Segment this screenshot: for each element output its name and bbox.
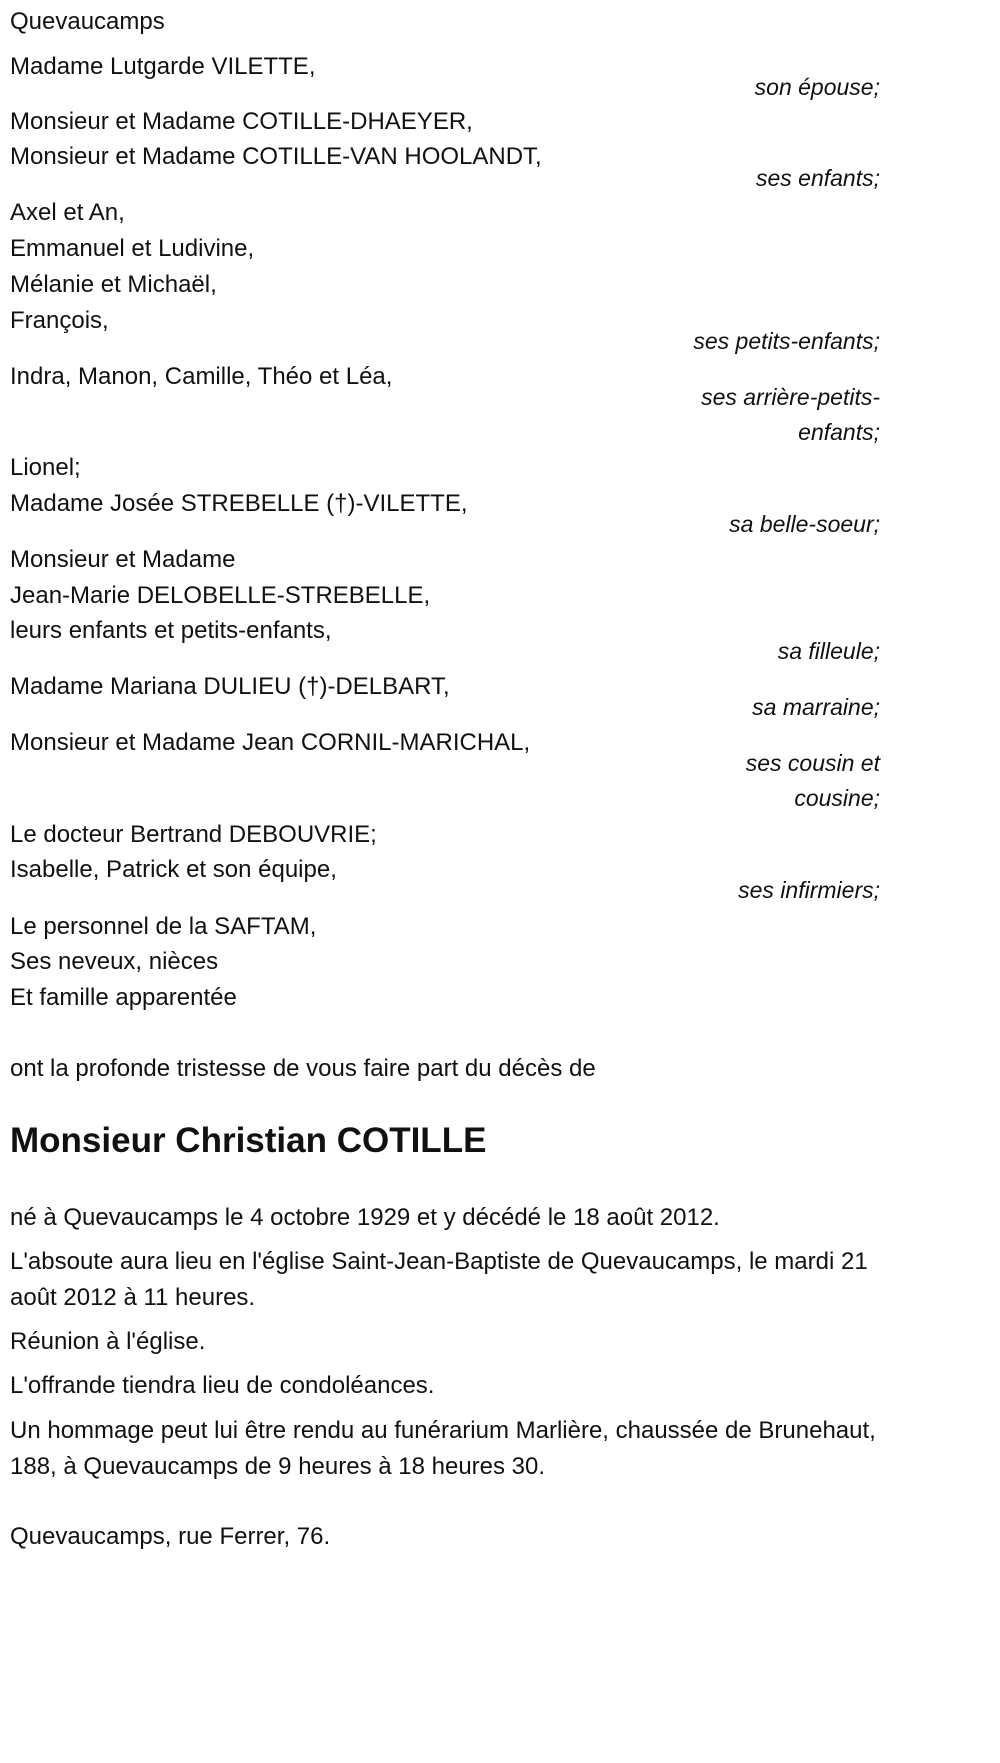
family-name-line: Madame Mariana DULIEU (†)-DELBART, [10, 673, 450, 700]
relation-role: sa belle-soeur; [729, 511, 880, 537]
announcement: ont la profonde tristesse de vous faire part du décès de [10, 1055, 596, 1082]
relation-role: ses enfants; [755, 165, 880, 191]
family-name-line: François, [10, 307, 109, 334]
family-name-line: Ses neveux, nièces [10, 948, 219, 975]
family-name-line: Monsieur et Madame [10, 546, 236, 573]
deceased-name: Monsieur Christian COTILLE [10, 1121, 487, 1160]
family-name-line: Monsieur et Madame COTILLE-DHAEYER, [10, 108, 473, 135]
address: Quevaucamps, rue Ferrer, 76. [10, 1523, 331, 1550]
header-place: Quevaucamps [10, 8, 165, 35]
family-name-line: leurs enfants et petits-enfants, [10, 617, 332, 644]
birth-death-info: né à Quevaucamps le 4 octobre 1929 et y décédé le 18 août 2012. [10, 1204, 720, 1231]
relation-role: ses arrière-petits-enfants; [701, 384, 880, 445]
relation-role: sa filleule; [777, 638, 880, 664]
relation-role: ses petits-enfants; [693, 328, 880, 354]
family-name-line: Madame Josée STREBELLE (†)-VILETTE, [10, 490, 468, 517]
relation-role: ses cousin et cousine; [745, 750, 880, 811]
family-name-line: Monsieur et Madame COTILLE-VAN HOOLANDT, [10, 143, 542, 170]
family-name-line: Mélanie et Michaël, [10, 271, 217, 298]
family-name-line: Et famille apparentée [10, 984, 237, 1011]
family-name-line: Indra, Manon, Camille, Théo et Léa, [10, 363, 393, 390]
ceremony-info: L'absoute aura lieu en l'église Saint-Jean-Baptiste de Quevaucamps, le mardi 21 août 2012 à 11 heures. [10, 1248, 868, 1311]
relation-role: ses infirmiers; [738, 877, 880, 903]
family-name-line: Monsieur et Madame Jean CORNIL-MARICHAL, [10, 729, 531, 756]
family-name-line: Axel et An, [10, 199, 125, 226]
relation-role: sa marraine; [752, 694, 880, 720]
meeting-info: Réunion à l'église. [10, 1328, 206, 1355]
offering-info: L'offrande tiendra lieu de condoléances. [10, 1372, 435, 1399]
family-name-line: Emmanuel et Ludivine, [10, 235, 255, 262]
family-name-line: Le personnel de la SAFTAM, [10, 913, 317, 940]
relation-role: son épouse; [754, 74, 880, 100]
family-name-line: Le docteur Bertrand DEBOUVRIE; [10, 821, 377, 848]
family-name-line: Madame Lutgarde VILETTE, [10, 53, 316, 80]
family-name-line: Lionel; [10, 454, 81, 481]
family-name-line: Jean-Marie DELOBELLE-STREBELLE, [10, 582, 431, 609]
family-name-line: Isabelle, Patrick et son équipe, [10, 856, 337, 883]
tribute-info: Un hommage peut lui être rendu au funérarium Marlière, chaussée de Brunehaut, 188, à Quevaucamps de 9 heures à 18 heures 30. [10, 1417, 876, 1480]
